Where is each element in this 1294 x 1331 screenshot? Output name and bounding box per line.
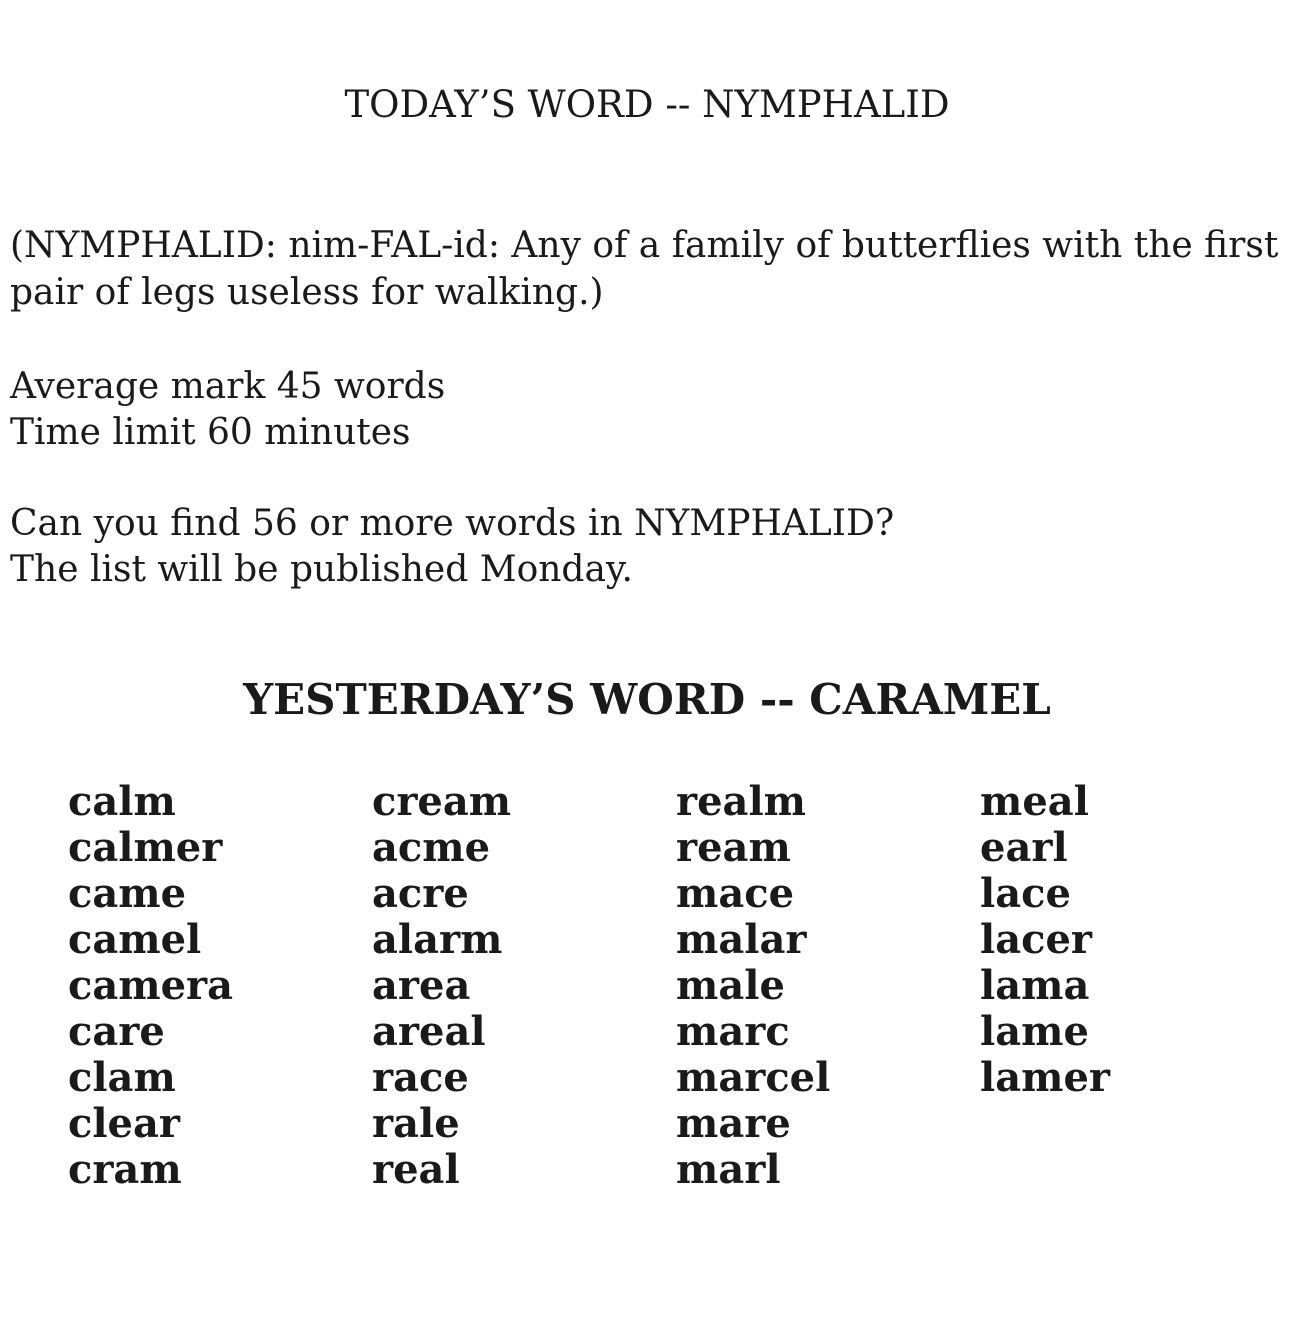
answer-word: ream [676,824,791,871]
answer-word: clam [68,1054,176,1101]
publish-note: The list will be published Monday. [10,549,633,590]
answer-word: male [676,962,785,1009]
word-definition: (NYMPHALID: nim-FAL-id: Any of a family of butterflies with the first pair of legs useless for walking.) [10,225,1279,313]
answer-word: real [372,1146,460,1193]
average-mark: Average mark 45 words [10,366,446,407]
answer-word: acme [372,824,491,871]
answer-word: race [372,1054,469,1101]
yesterdays-word-heading: YESTERDAY’S WORD -- CARAMEL [243,675,1051,724]
word-column [68,779,368,1193]
word-column [372,779,672,1193]
answer-word: lace [980,870,1071,917]
answer-word: areal [372,1008,486,1055]
answer-word: cram [68,1146,182,1193]
answer-word: earl [980,824,1068,871]
answer-word: camera [68,962,234,1009]
answer-word: rale [372,1100,460,1147]
answer-word: malar [676,916,807,963]
challenge-text [10,501,1280,593]
answer-word: marl [676,1146,781,1193]
answer-word: meal [980,778,1089,825]
answer-word: mace [676,870,795,917]
answer-word: realm [676,778,806,825]
word-column [676,779,976,1193]
answer-word: care [68,1008,165,1055]
answer-word: lamer [980,1054,1110,1101]
answer-word: camel [68,916,202,963]
answer-word: lama [980,962,1090,1009]
answer-word: calmer [68,824,223,871]
answer-word: calm [68,778,176,825]
todays-word-heading: TODAY’S WORD -- NYMPHALID [344,83,950,126]
answer-word: came [68,870,187,917]
answer-word: alarm [372,916,503,963]
puzzle-stats [10,364,1280,456]
answer-word: marc [676,1008,790,1055]
answer-word: mare [676,1100,791,1147]
time-limit: Time limit 60 minutes [10,412,411,453]
answer-word: lacer [980,916,1092,963]
answer-word: lame [980,1008,1089,1055]
answer-word: marcel [676,1054,831,1101]
answer-word: acre [372,870,469,917]
answer-word-list [68,779,1284,1219]
word-column [980,779,1280,1101]
answer-word: area [372,962,471,1009]
answer-word: clear [68,1100,180,1147]
challenge-question: Can you find 56 or more words in NYMPHALID? [10,503,895,544]
answer-word: cream [372,778,512,825]
